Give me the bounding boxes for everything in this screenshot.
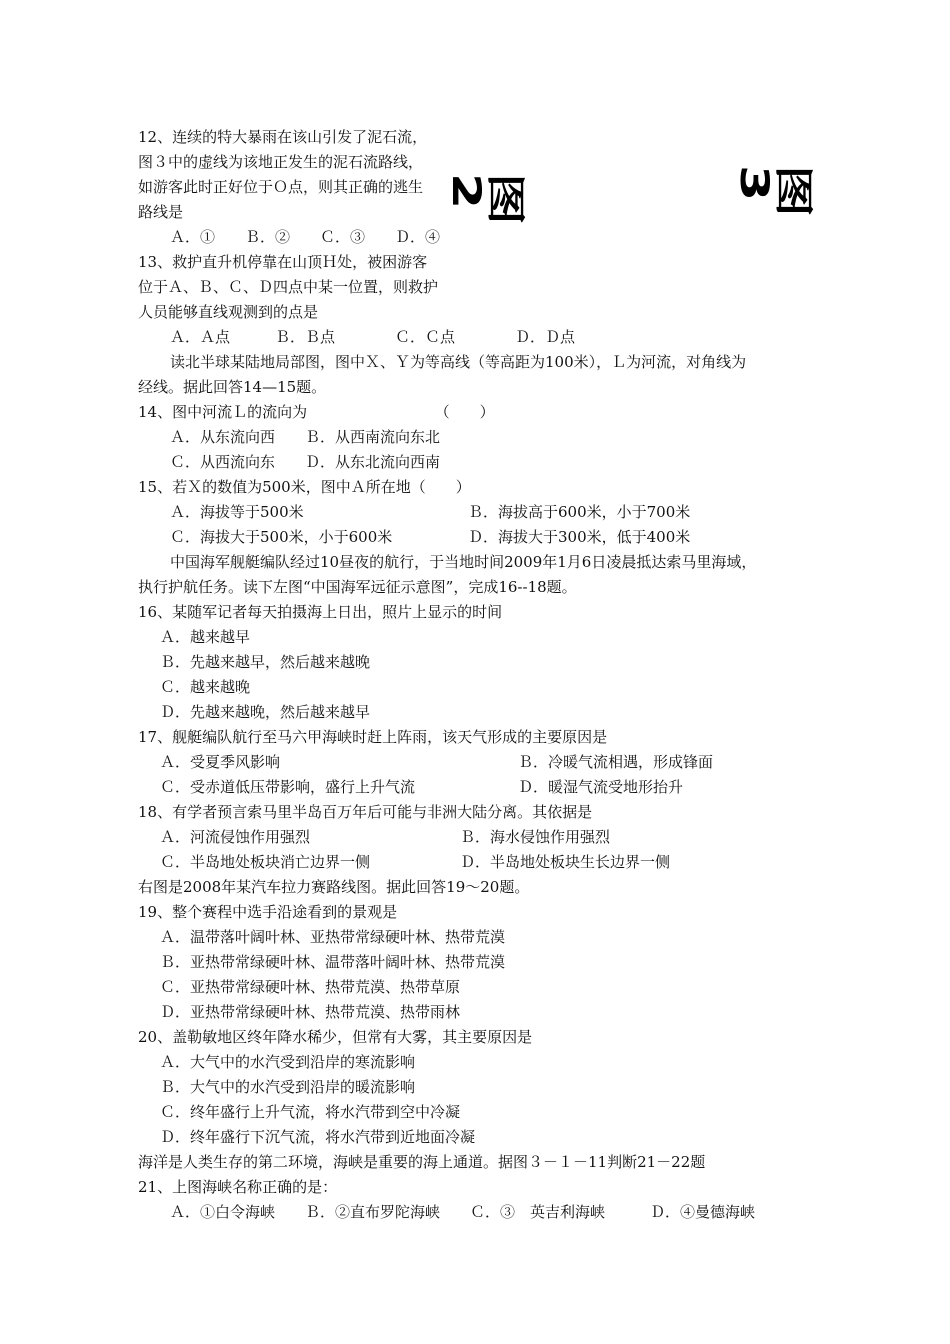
figure-3-label: 图3 [731, 165, 816, 216]
question-20: 20、盖勒敏地区终年降水稀少，但常有大雾，其主要原因是 [138, 1028, 533, 1046]
question-18-option-c: Ｃ．半岛地处板块消亡边界一侧 [160, 853, 371, 871]
question-16-option-c: Ｃ．越来越晚 [160, 678, 251, 696]
question-17-option-a: Ａ．受夏季风影响 [160, 753, 281, 771]
question-18-option-d: Ｄ．半岛地处板块生长边界一侧 [460, 853, 671, 871]
question-19-option-d: Ｄ．亚热带常绿硬叶林、热带荒漠、热带雨林 [160, 1003, 461, 1021]
question-13-line-3: 人员能够直线观测到的点是 [138, 303, 319, 321]
question-15-option-d: Ｄ．海拔大于300米，低于400米 [468, 528, 691, 546]
question-14-options-ab: Ａ．从东流向西 Ｂ．从西南流向东北 [170, 428, 441, 446]
figure-2-label: 图2 [443, 173, 528, 224]
question-19-option-b: Ｂ．亚热带常绿硬叶林、温带落叶阔叶林、热带荒漠 [160, 953, 506, 971]
question-13-options: Ａ．Ａ点 Ｂ．Ｂ点 Ｃ．Ｃ点 Ｄ．Ｄ点 [170, 328, 576, 346]
question-16-option-b: Ｂ．先越来越早，然后越来越晚 [160, 653, 371, 671]
question-17-option-d: Ｄ．暖湿气流受地形抬升 [518, 778, 684, 796]
stem-16-18-line-1: 中国海军舰艇编队经过10昼夜的航行，于当地时间2009年1月6日凌晨抵达索马里海域， [170, 553, 757, 571]
question-14-options-cd: Ｃ．从西流向东 Ｄ．从东北流向西南 [170, 453, 441, 471]
question-20-option-d: Ｄ．终年盛行下沉气流，将水汽带到近地面冷凝 [160, 1128, 476, 1146]
question-19: 19、整个赛程中选手沿途看到的景观是 [138, 903, 398, 921]
question-12-line-1: 12、连续的特大暴雨在该山引发了泥石流， [138, 128, 428, 146]
question-16: 16、某随军记者每天拍摄海上日出，照片上显示的时间 [138, 603, 503, 621]
question-16-option-d: Ｄ．先越来越晚，然后越来越早 [160, 703, 371, 721]
stem-14-15-line-2: 经线。据此回答14—15题。 [138, 378, 327, 396]
question-20-option-c: Ｃ．终年盛行上升气流，将水汽带到空中冷凝 [160, 1103, 461, 1121]
question-19-option-a: Ａ．温带落叶阔叶林、亚热带常绿硬叶林、热带荒漠 [160, 928, 506, 946]
stem-16-18-line-2: 执行护航任务。读下左图“中国海军远征示意图”，完成16--18题。 [138, 578, 577, 596]
question-13-line-1: 13、救护直升机停靠在山顶Ｈ处，被困游客 [138, 253, 428, 271]
question-15: 15、若Ｘ的数值为500米，图中Ａ所在地（ ） [138, 478, 471, 496]
question-12-options: Ａ．① Ｂ．② Ｃ．③ Ｄ．④ [170, 228, 441, 246]
question-17-option-c: Ｃ．受赤道低压带影响，盛行上升气流 [160, 778, 416, 796]
question-15-option-c: Ｃ．海拔大于500米，小于600米 [170, 528, 393, 546]
question-17: 17、舰艇编队航行至马六甲海峡时赶上阵雨，该天气形成的主要原因是 [138, 728, 608, 746]
question-12-line-2: 图３中的虚线为该地正发生的泥石流路线， [138, 153, 424, 171]
question-20-option-a: Ａ．大气中的水汽受到沿岸的寒流影响 [160, 1053, 416, 1071]
question-12-line-3: 如游客此时正好位于Ｏ点，则其正确的逃生 [138, 178, 424, 196]
question-21-options: Ａ．①白令海峡 Ｂ．②直布罗陀海峡 Ｃ．③ 英吉利海峡 Ｄ．④曼德海峡 [170, 1203, 756, 1221]
question-16-option-a: Ａ．越来越早 [160, 628, 251, 646]
question-20-option-b: Ｂ．大气中的水汽受到沿岸的暖流影响 [160, 1078, 416, 1096]
question-18-option-a: Ａ．河流侵蚀作用强烈 [160, 828, 311, 846]
stem-21-22: 海洋是人类生存的第二环境，海峡是重要的海上通道。据图３－１－11判断21－22题 [138, 1153, 706, 1171]
question-15-option-b: Ｂ．海拔高于600米，小于700米 [468, 503, 691, 521]
question-18: 18、有学者预言索马里半岛百万年后可能与非洲大陆分离。其依据是 [138, 803, 593, 821]
question-19-option-c: Ｃ．亚热带常绿硬叶林、热带荒漠、热带草原 [160, 978, 461, 996]
question-14: 14、图中河流Ｌ的流向为 （ ） [138, 403, 495, 421]
question-17-option-b: Ｂ．冷暖气流相遇，形成锋面 [518, 753, 714, 771]
question-15-option-a: Ａ．海拔等于500米 [170, 503, 304, 521]
question-12-line-4: 路线是 [138, 203, 184, 221]
stem-14-15-line-1: 读北半球某陆地局部图，图中Ｘ、Ｙ为等高线（等高距为100米），Ｌ为河流，对角线为 [170, 353, 747, 371]
question-18-option-b: Ｂ．海水侵蚀作用强烈 [460, 828, 611, 846]
question-13-line-2: 位于Ａ、Ｂ、Ｃ、Ｄ四点中某一位置，则救护 [138, 278, 439, 296]
question-21: 21、上图海峡名称正确的是： [138, 1178, 338, 1196]
stem-19-20: 右图是2008年某汽车拉力赛路线图。据此回答19～20题。 [138, 878, 530, 896]
